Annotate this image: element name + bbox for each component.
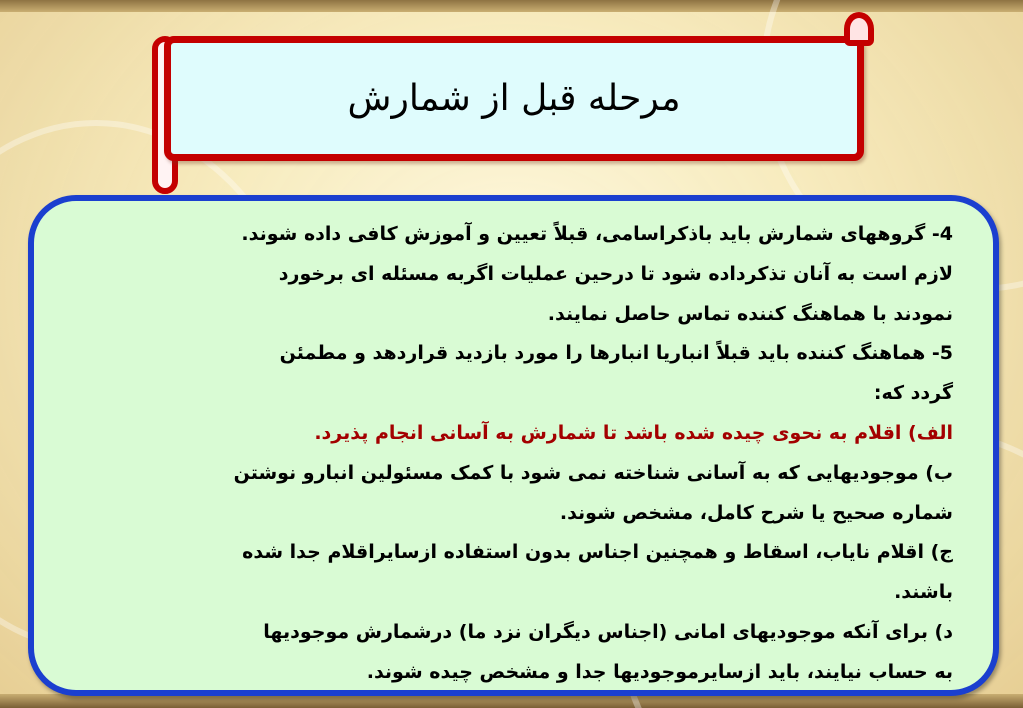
slide-bottom-band	[0, 694, 1023, 708]
content-box	[28, 195, 999, 696]
content-line: ج) اقلام نایاب، اسقاط و همچنین اجناس بدون استفاده ازسایراقلام جدا شده	[242, 541, 953, 564]
content-line: ب) موجودیهایی که به آسانی شناخته نمی شود با کمک مسئولین انبارو نوشتن	[233, 461, 953, 484]
content-line: 5- هماهنگ کننده باید قبلاً انباریا انبارها را مورد بازدید قراردهد و مطمئن	[279, 342, 953, 365]
content-line: د) برای آنکه موجودیهای امانی (اجناس دیگران نزد ما) درشمارش موجودیها	[263, 620, 953, 643]
slide-top-band	[0, 0, 1023, 12]
content-text-body[interactable]	[93, 215, 953, 693]
content-line: باشند.	[894, 581, 953, 604]
content-line: نمودند با هماهنگ کننده تماس حاصل نمایند.	[547, 302, 953, 325]
content-line-highlight: الف) اقلام به نحوی چیده شده باشد تا شمارش به آسانی انجام پذیرد.	[314, 421, 953, 444]
content-line: 4- گروههای شمارش باید باذکراسامی، قبلاً تعیین و آموزش کافی داده شوند.	[241, 223, 953, 245]
content-line: به حساب نیایند، باید ازسایرموجودیها جدا و مشخص چیده شوند.	[366, 660, 953, 683]
title-scroll	[152, 30, 878, 167]
content-line: شماره صحیح یا شرح کامل، مشخص شوند.	[559, 501, 953, 524]
content-line: لازم است به آنان تذکرداده شود تا درحین عملیات اگربه مسئله ای برخورد	[278, 262, 953, 285]
content-line: گردد که:	[873, 382, 953, 405]
slide-title[interactable]: مرحله قبل از شمارش	[347, 78, 681, 119]
